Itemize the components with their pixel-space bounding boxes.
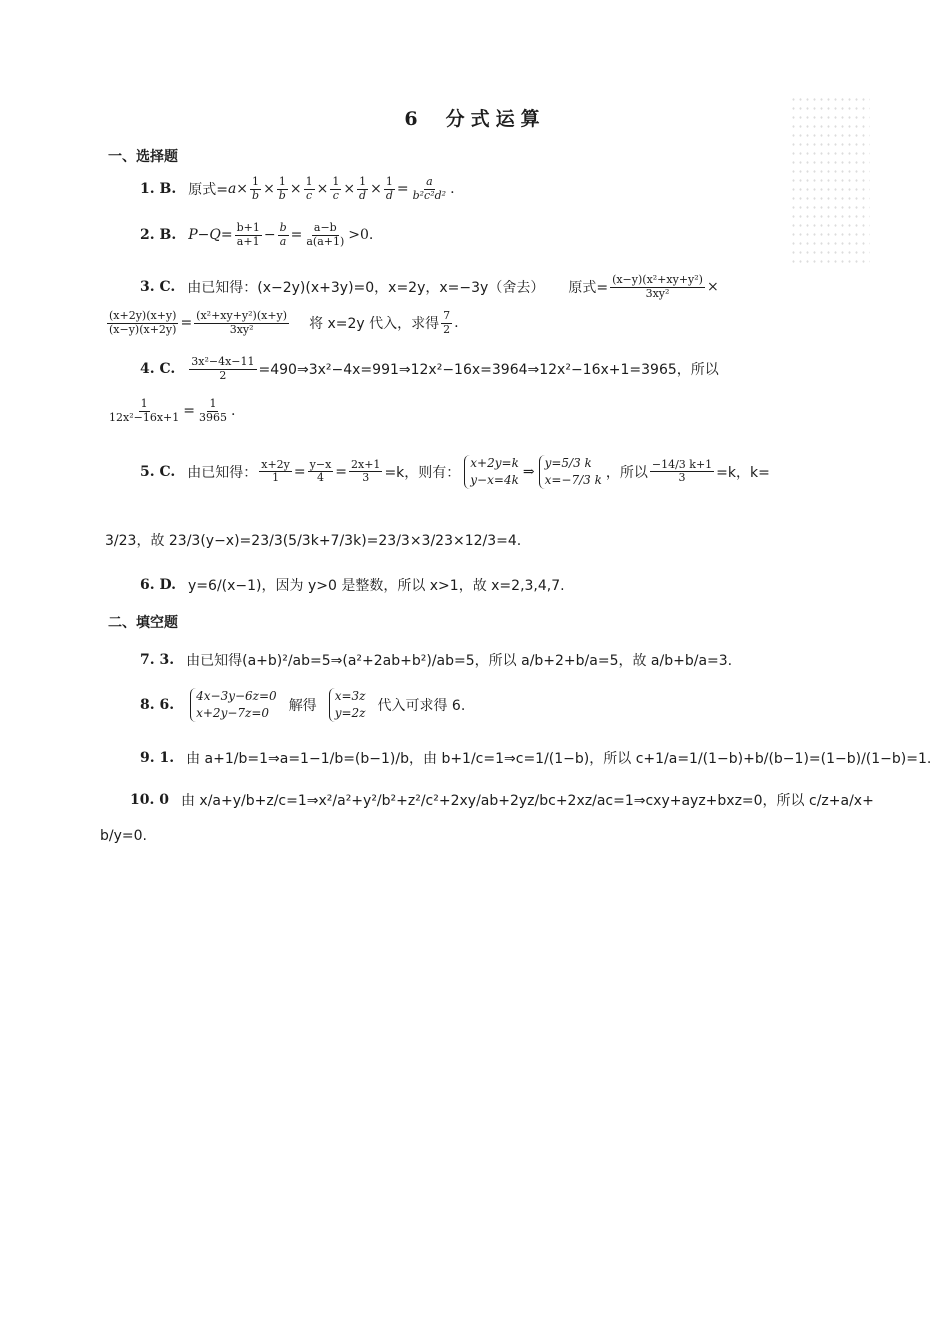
answer-text: =490⇒3x²−4x=991⇒12x²−16x=3964⇒12x²−16x+1=3965，所以 [258,362,719,379]
fraction: $\frac{1}{c}$ [332,175,340,202]
answer-text: 3/23，故 23/3(y−x)=23/3(5/3k+7/3k)=23/3×3/23×12/3=4. [105,533,522,549]
answer-label: 9. 1. [140,750,175,766]
answer-text: b/y=0. [100,828,147,844]
section-fill: 二、填空题 [108,615,178,631]
equation-system: x+2y=k y−x=4k [464,455,519,489]
fraction: $\frac{y-x}{4}$ [309,457,332,485]
fraction: $\frac{a-b}{a(a+1)}$ [306,221,345,248]
fraction: $\frac{7}{2}$ [443,309,451,336]
fraction: $\frac{\text{3x²−4x−11}}{2}$ [191,355,255,382]
answer-text: 由已知得：(x−2y)(x+3y)=0，x=2y，x=−3y（舍去） [187,280,545,297]
answer-text: 代入可求得 6. [377,697,466,714]
fraction: $\frac{1}{d}$ [385,175,393,202]
answer-text: 由 a+1/b=1⇒a=1−1/b=(b−1)/b，由 b+1/c=1⇒c=1/(1−b)，所以 c+1/a=1/(1−b)+b/(b−1)=(1−b)/(1−b)=1. [186,751,932,767]
answer-text: 原式= [568,280,609,297]
answer-8 [140,688,465,722]
fraction: $\frac{b+1}{a+1}$ [236,221,260,248]
fraction: $\frac{1}{c}$ [305,175,313,202]
fraction: $\frac{x+2y}{1}$ [261,457,290,485]
fraction: $\frac{1}{d}$ [359,175,367,202]
answer-text: =k，则有： [384,464,461,481]
answer-5-cont [105,530,521,550]
fraction: $\frac{(x+2y)(x+y)}{(x-y)(x+2y)}$ [109,309,177,336]
answer-text: 原式= [188,182,228,199]
answer-6 [140,575,565,595]
math-expr: a× [227,181,249,198]
math-expr: P−Q= [188,227,233,244]
fraction: $\frac{b}{a}$ [279,221,287,248]
answer-label: 7. 3. [140,652,175,668]
answer-10-cont [100,828,147,844]
answer-label: 6. D. [140,577,177,593]
answer-1: 1. B. 原式= a× $\frac{1}{b}$ × $\frac{1}{b}$ × $\frac{1}{c}$ × $\frac{1}{c}$ × $\frac{1}{d}$ × $\frac{1}{d}$ = $\frac{a}{\text{b²c²d²}}$ . [140,175,455,202]
section-choice: 一、选择题 [108,149,178,165]
answer-label: 10. 0 [130,792,169,808]
fraction: $\frac{-14/3 k+1}{3}$ [651,457,713,485]
fraction: $\frac{1}{b}$ [252,175,260,202]
answer-4-cont: $\frac{1}{\text{12x²−16x+1}}$ = $\frac{1}{3965}$ . [109,397,236,424]
answer-tail: >0. [348,227,374,244]
answer-label: 2. B. [140,227,177,244]
answer-4 [140,356,719,382]
answer-label: 1. B. [140,181,177,198]
answer-9 [140,748,931,768]
answer-text: =k，k= [716,464,770,481]
answer-text: 由已知得： [187,464,258,481]
fraction: $\frac{1}{3965}$ [198,397,227,424]
equation-system: x=3z y=2z [329,688,366,722]
fraction: $\frac{a}{\text{b²c²d²}}$ [412,175,447,202]
answer-5: 5. C. 由已知得： $\frac{x+2y}{1}$ = $\frac{y-x}{4}$ = $\frac{2x+1}{3}$ =k，则有： x+2y=k y−x=4k ⇒ y=5/3 k x=−7/3 k ，所以 $\frac{-14/3 k+1}{3}$ =k，k= [140,456,770,487]
answer-text: 由 x/a+y/b+z/c=1⇒x²/a²+y²/b²+z²/c²+2xy/ab+2yz/bc+2xz/ac=1⇒cxy+ayz+bxz=0，所以 c/z+a/x+ [180,793,874,809]
answer-label: 4. C. [140,361,176,378]
answer-text: 将 x=2y 代入，求得 [309,316,440,333]
equation-system: y=5/3 k x=−7/3 k [539,455,602,489]
page-title [0,104,950,131]
answer-tail: . [450,181,455,198]
answer-3: 3. C. 由已知得：(x−2y)(x+3y)=0，x=2y，x=−3y（舍去） 原式= $\frac{\text{(x−y)(x²+xy+y²)}}{\text{3xy²}}$ × [140,273,719,300]
answer-text: 解得 [288,697,317,714]
answer-text: y=6/(x−1)，因为 y>0 是整数，所以 x>1，故 x=2,3,4,7. [188,578,565,594]
answer-label: 5. C. [140,463,176,480]
answer-label: 8. 6. [140,696,175,713]
chapter-title: 分式运算 [445,108,546,130]
answer-10 [130,790,874,810]
fraction: $\frac{\text{(x−y)(x²+xy+y²)}}{\text{3xy²}}$ [612,273,703,300]
answer-label: 3. C. [140,279,176,296]
answer-text: ，所以 [605,464,648,481]
answer-3-cont: $\frac{(x+2y)(x+y)}{(x-y)(x+2y)}$ = $\frac{\text{(x²+xy+y²)(x+y)}}{\text{3xy²}}$ 将 x=2y 代入，求得 $\frac{7}{2}$ . [109,309,459,336]
answer-2: 2. B. P−Q= $\frac{b+1}{a+1}$ − $\frac{b}{a}$ = $\frac{a-b}{a(a+1)}$ >0. [140,221,374,248]
chapter-number: 6 [404,108,424,130]
answer-text: 由已知得(a+b)²/ab=5⇒(a²+2ab+b²)/ab=5，所以 a/b+2+b/a=5，故 a/b+b/a=3. [186,653,733,669]
fraction: $\frac{1}{b}$ [278,175,286,202]
fraction: $\frac{\text{(x²+xy+y²)(x+y)}}{\text{3xy²}}$ [196,309,288,336]
fraction: $\frac{1}{\text{12x²−16x+1}}$ [109,397,180,424]
fraction: $\frac{2x+1}{3}$ [351,457,381,485]
answer-7 [140,650,732,670]
equation-system: 4x−3y−6z=0 x+2y−7z=0 [190,688,277,722]
